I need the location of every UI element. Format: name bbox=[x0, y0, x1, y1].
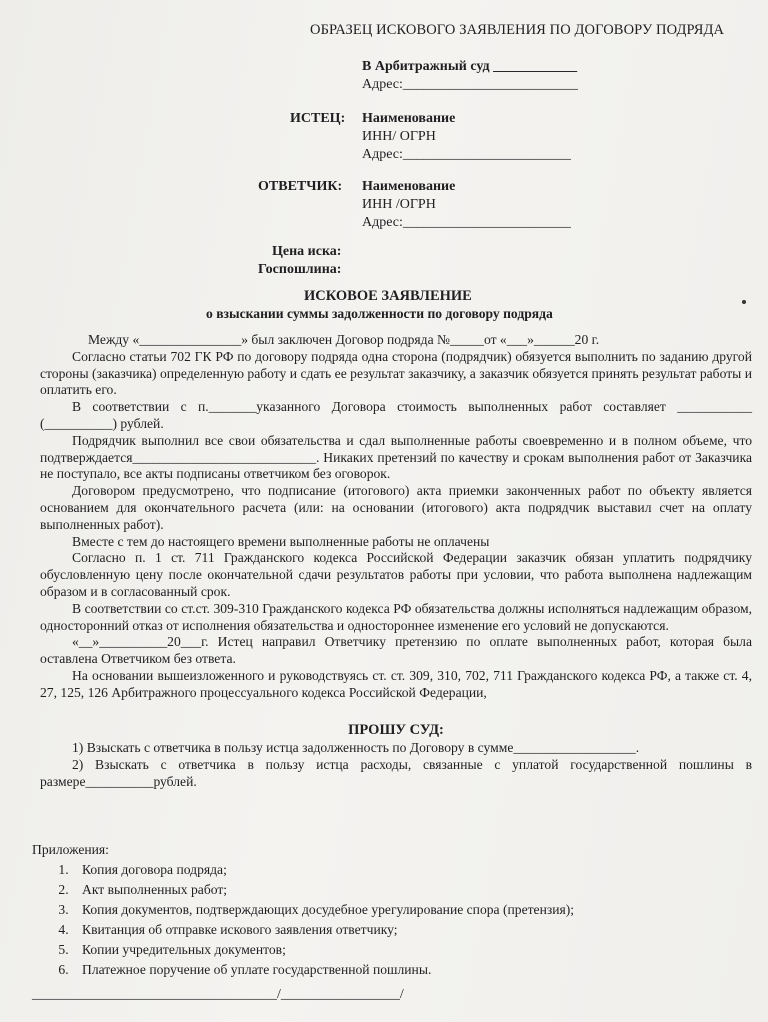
attachment-item: 3. Копия документов, подтверждающих досудебное урегулирование спора (претензия); bbox=[72, 900, 574, 920]
plaintiff-role: ИСТЕЦ: bbox=[290, 111, 346, 126]
claim-price-label: Цена иска: bbox=[272, 244, 342, 259]
paragraph-cost: В соответствии с п._______указанного Договора стоимость выполненных работ составляет ___________ (__________) рублей. bbox=[40, 399, 752, 431]
attachment-item: 5. Копии учредительных документов; bbox=[72, 940, 574, 960]
request-item-2: 2) Взыскать с ответчика в пользу истца расходы, связанные с уплатой государственной пошлины в размере__________рублей. bbox=[40, 757, 752, 789]
paragraph-article-702: Согласно статьи 702 ГК РФ по договору подряда одна сторона (подрядчик) обязуется выполнить по заданию другой стороны (заказчика) определенную работу и сдать ее результат заказчику, а заказчик обязуется принять результат работы и оплатить его. bbox=[40, 348, 752, 398]
attachments-section bbox=[32, 840, 574, 980]
request-item-1: 1) Взыскать с ответчика в пользу истца задолженность по Договору в сумме__________________. bbox=[72, 740, 640, 756]
paragraph-legal-basis: На основании вышеизложенного и руководствуясь ст. ст. 309, 310, 702, 711 Гражданского кодекса РФ, а также ст. 4, 27, 125, 126 Арбитражного процессуального кодекса Российской Федерации, bbox=[40, 667, 752, 700]
court-address: Адрес:_________________________ bbox=[362, 77, 578, 92]
request-heading: ПРОШУ СУД: bbox=[348, 721, 444, 738]
defendant-address: Адрес:________________________ bbox=[362, 215, 571, 230]
signature-line: ___________________________________/_________________/ bbox=[32, 987, 404, 1002]
paragraph-unpaid: Вместе с тем до настоящего времени выполненные работы не оплачены bbox=[72, 533, 490, 549]
plaintiff-name: Наименование bbox=[362, 111, 456, 126]
paragraph-contract: Между «_______________» был заключен Договор подряда №_____от «___»______20 г. bbox=[88, 332, 600, 347]
statement-body bbox=[40, 332, 752, 791]
attachments-list bbox=[32, 860, 574, 980]
statement-subheading: о взыскании суммы задолженности по договору подряда bbox=[206, 306, 553, 321]
defendant-role: ОТВЕТЧИК: bbox=[258, 179, 343, 194]
claim-fee-label: Госпошлина: bbox=[258, 262, 342, 277]
court-label: В Арбитражный суд ____________ bbox=[362, 59, 578, 74]
paragraph-article-711: Согласно п. 1 ст. 711 Гражданского кодекса Российской Федерации заказчик обязан уплатить подрядчику обусловленную цену после окончательной сдачи результатов работы при условии, что работа выполнена надлежащим образом и в согласованный срок. bbox=[40, 550, 752, 599]
statement-heading: ИСКОВОЕ ЗАЯВЛЕНИЕ bbox=[304, 288, 472, 304]
plaintiff-ids: ИНН/ ОГРН bbox=[362, 129, 436, 144]
paragraph-obligations: Подрядчик выполнил все свои обязательства и сдал выполненные работы своевременно и в полном объеме, что подтверждается___________________________. Никаких претензий по качеству и срокам выполнения работ от Заказчика не поступало, все акты подписаны ответчиком без оговорок. bbox=[40, 432, 752, 482]
attachment-item: 1. Копия договора подряда; bbox=[72, 860, 574, 880]
attachments-label: Приложения: bbox=[32, 842, 109, 857]
paragraph-acceptance: Договором предусмотрено, что подписание (итогового) акта приемки законченных работ по объекту является основанием для окончательного расчета (или: на основании (итогового) акта подрядчик выставил счет на оплату выполненных работ). bbox=[40, 483, 752, 532]
paragraph-claim-letter: «__»__________20___г. Истец направил Ответчику претензию по оплате выполненных работ, которая была оставлена Ответчиком без ответа. bbox=[40, 634, 752, 667]
paragraph-article-309: В соответствии со ст.ст. 309-310 Гражданского кодекса РФ обязательства должны исполняться надлежащим образом, односторонний отказ от исполнения обязательства и одностороннее изменение его условий не допускаются. bbox=[40, 600, 752, 633]
defendant-ids: ИНН /ОГРН bbox=[362, 197, 436, 212]
defendant-name: Наименование bbox=[362, 179, 456, 194]
plaintiff-address: Адрес:________________________ bbox=[362, 147, 571, 162]
paper-speck bbox=[742, 300, 746, 304]
attachment-item: 6. Платежное поручение об уплате государственной пошлины. bbox=[72, 960, 574, 980]
attachment-item: 2. Акт выполненных работ; bbox=[72, 880, 574, 900]
attachment-item: 4. Квитанция об отправке искового заявления ответчику; bbox=[72, 920, 574, 940]
document-title: ОБРАЗЕЦ ИСКОВОГО ЗАЯВЛЕНИЯ ПО ДОГОВОРУ ПОДРЯДА bbox=[310, 22, 725, 38]
